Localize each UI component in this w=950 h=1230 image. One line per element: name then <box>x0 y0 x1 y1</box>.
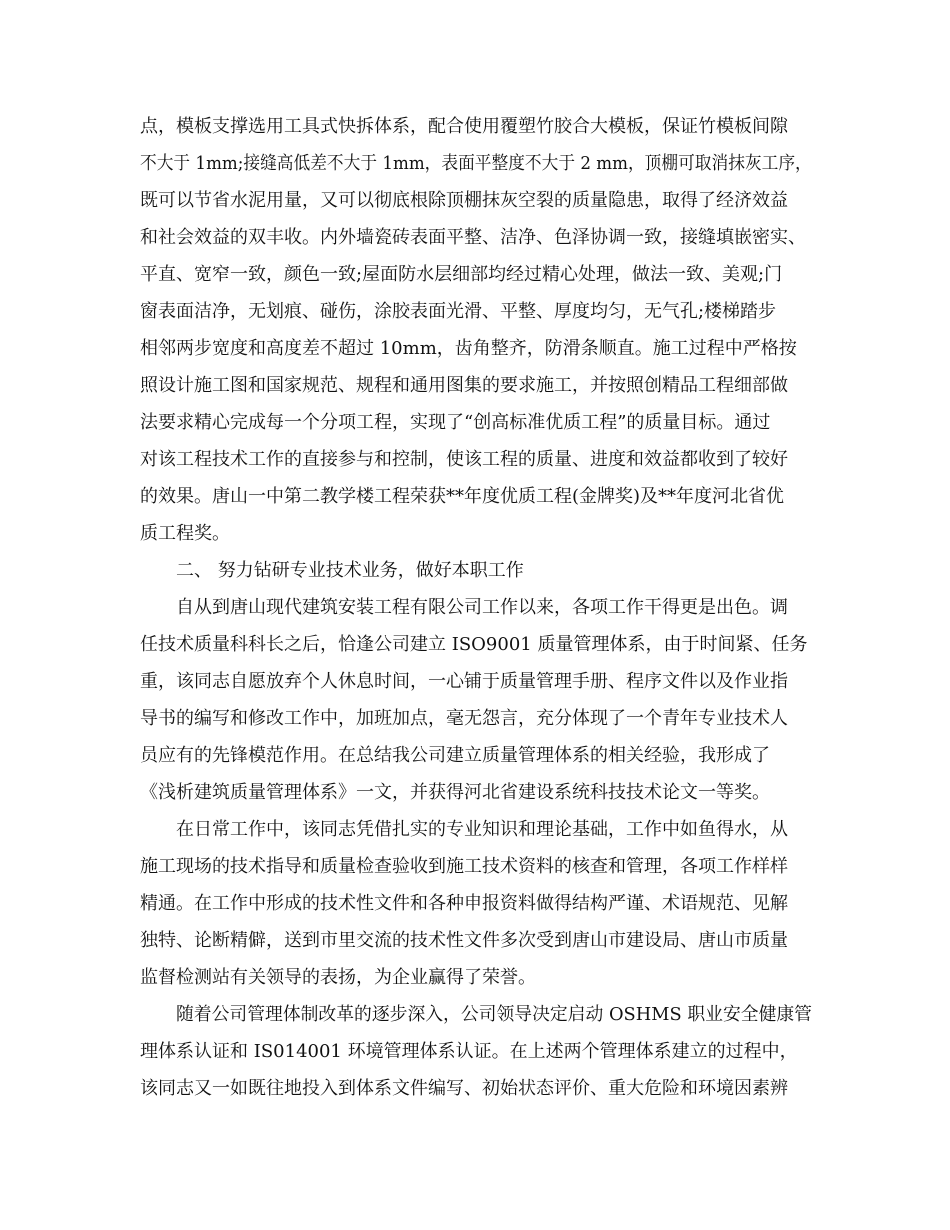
text-line: 和社会效益的双丰收。内外墙瓷砖表面平整、洁净、色泽协调一致，接缝填嵌密实、 <box>140 227 806 248</box>
text-line: 《浅析建筑质量管理体系》一文，并获得河北省建设系统科技技术论文一等奖。 <box>140 782 770 803</box>
text-line: 独特、论断精僻，送到市里交流的技术性文件多次受到唐山市建设局、唐山市质量 <box>140 930 788 951</box>
text-line: 质工程奖。 <box>140 523 230 544</box>
text-line: 既可以节省水泥用量，又可以彻底根除顶棚抹灰空裂的质量隐患，取得了经济效益 <box>140 190 788 211</box>
text-line: 法要求精心完成每一个分项工程，实现了“创高标准优质工程”的质量目标。通过 <box>140 412 771 433</box>
section-heading: 二、 努力钻研专业技术业务，做好本职工作 <box>176 560 524 581</box>
text-line: 点，模板支撑选用工具式快拆体系，配合使用覆塑竹胶合大模板，保证竹模板间隙 <box>140 116 788 137</box>
text-line: 员应有的先锋模范作用。在总结我公司建立质量管理体系的相关经验，我形成了 <box>140 745 770 766</box>
text-line: 在日常工作中，该同志凭借扎实的专业知识和理论基础，工作中如鱼得水，从 <box>176 819 788 840</box>
text-line: 任技术质量科科长之后，恰逢公司建立 ISO9001 质量管理体系，由于时间紧、任务 <box>140 634 808 655</box>
text-line: 该同志又一如既往地投入到体系文件编写、初始状态评价、重大危险和环境因素辨 <box>140 1078 788 1099</box>
text-line: 不大于 1mm;接缝高低差不大于 1mm，表面平整度不大于 2 mm，顶棚可取消抹灰工序， <box>140 153 812 174</box>
text-line: 相邻两步宽度和高度差不超过 10mm，齿角整齐，防滑条顺直。施工过程中严格按 <box>140 338 797 359</box>
text-line: 平直、宽窄一致，颜色一致;屋面防水层细部均经过精心处理，做法一致、美观;门 <box>140 264 783 285</box>
text-line: 照设计施工图和国家规范、规程和通用图集的要求施工，并按照创精品工程细部做 <box>140 375 788 396</box>
text-line: 的效果。唐山一中第二教学楼工程荣获**年度优质工程(金牌奖)及**年度河北省优 <box>140 486 785 507</box>
text-line: 理体系认证和 IS014001 环境管理体系认证。在上述两个管理体系建立的过程中， <box>140 1041 798 1062</box>
text-line: 精通。在工作中形成的技术性文件和各种申报资料做得结构严谨、术语规范、见解 <box>140 893 788 914</box>
text-line: 随着公司管理体制改革的逐步深入，公司领导决定启动 OSHMS 职业安全健康管 <box>176 1004 812 1025</box>
text-line: 施工现场的技术指导和质量检查验收到施工技术资料的核查和管理，各项工作样样 <box>140 856 788 877</box>
text-line: 监督检测站有关领导的表扬，为企业赢得了荣誉。 <box>140 967 536 988</box>
text-line: 窗表面洁净，无划痕、碰伤，涂胶表面光滑、平整、厚度均匀，无气孔;楼梯踏步 <box>140 301 777 322</box>
text-line: 重，该同志自愿放弃个人休息时间，一心铺于质量管理手册、程序文件以及作业指 <box>140 671 788 692</box>
text-line: 导书的编写和修改工作中，加班加点，毫无怨言，充分体现了一个青年专业技术人 <box>140 708 788 729</box>
text-line: 自从到唐山现代建筑安装工程有限公司工作以来，各项工作干得更是出色。调 <box>176 597 788 618</box>
text-line: 对该工程技术工作的直接参与和控制，使该工程的质量、进度和效益都收到了较好 <box>140 449 788 470</box>
